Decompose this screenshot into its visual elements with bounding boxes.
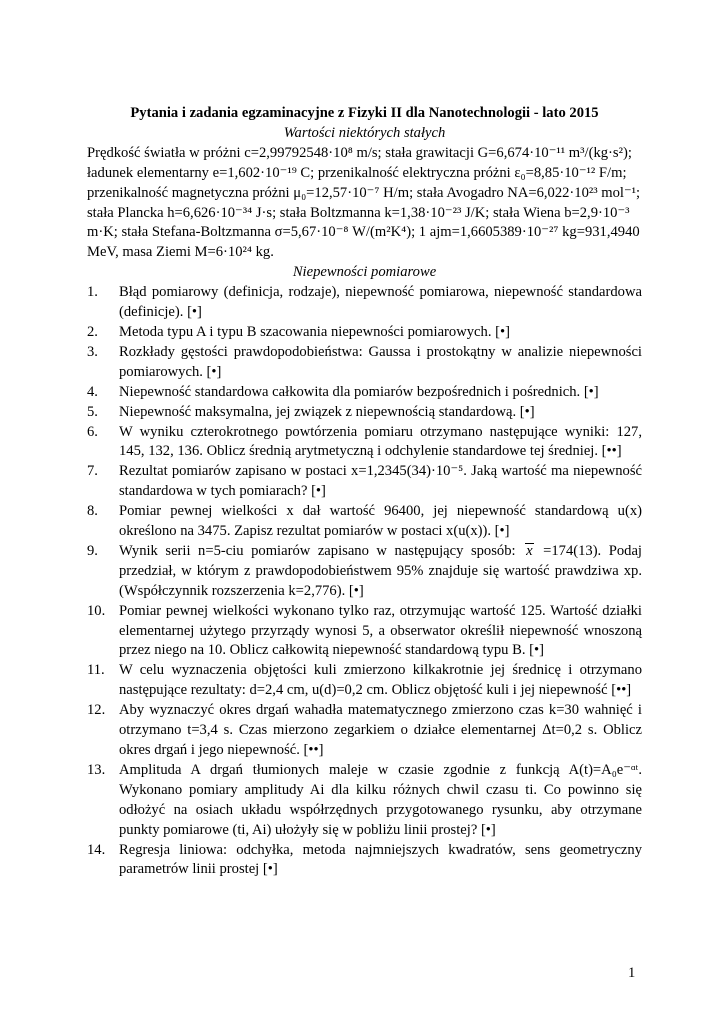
question-text: Niepewność maksymalna, jej związek z niepewnością standardową. [•]	[119, 403, 535, 420]
question-text: Niepewność standardowa całkowita dla pomiarów bezpośrednich i pośrednich. [•]	[119, 383, 599, 400]
constants-line: MeV, masa Ziemi M=6·10²⁴ kg.	[87, 244, 274, 261]
question-text-part: =174(13). Podaj przedział, w którym z prawdopodobieństwem 95% znajduje się wartość prawdziwa xp. (Współczynnik rozszerzenia k=2,776). [•]	[119, 542, 642, 599]
constants-block	[87, 144, 642, 263]
question-number: 9.	[87, 542, 98, 559]
question-number: 12.	[87, 702, 106, 719]
question-text: Amplituda A drgań tłumionych maleje w czasie zgodnie z funkcją A(t)=A₀e⁻ᵅᵗ. Wykonano pomiary amplitudy Ai dla kilku różnych chwil czasu ti. Co powinno się odłożyć na osiach układu współrzędnych przygotowanego rysunku, aby otrzymane punkty pomiarowe (ti, Ai) ułożyły się w pobliżu linii prostej? [•]	[119, 761, 642, 838]
question-number: 7.	[87, 463, 98, 480]
question-number: 3.	[87, 343, 98, 360]
question-item	[87, 423, 642, 463]
question-item	[87, 323, 642, 343]
question-number: 11.	[87, 662, 105, 679]
mean-x-symbol: x	[523, 542, 535, 562]
question-item	[87, 403, 642, 423]
constants-line: Prędkość światła w próżni c=2,99792548·10⁸ m/s; stała grawitacji G=6,674·10⁻¹¹ m³/(kg·s²);	[87, 144, 632, 161]
constants-line: ładunek elementarny e=1,602·10⁻¹⁹ C; przenikalność elektryczna próżni ε₀=8,85·10⁻¹² F/m;	[87, 164, 627, 181]
document-title: Pytania i zadania egzaminacyjne z Fizyki II dla Nanotechnologii - lato 2015	[130, 105, 599, 121]
question-text: Błąd pomiarowy (definicja, rodzaje), niepewność pomiarowa, niepewność standardowa (definicje). [•]	[119, 284, 642, 321]
question-number: 14.	[87, 841, 106, 858]
question-text: Rezultat pomiarów zapisano w postaci x=1,2345(34)·10⁻⁵. Jaką wartość ma niepewność standardowa w tych pomiarach? [•]	[119, 463, 642, 500]
document-page	[87, 104, 642, 880]
question-number: 13.	[87, 761, 106, 778]
question-number: 1.	[87, 284, 98, 301]
question-text: Rozkłady gęstości prawdopodobieństwa: Gaussa i prostokątny w analizie niepewności pomiarowych. [•]	[119, 343, 642, 380]
constants-line: m·K; stała Stefana-Boltzmanna σ=5,67·10⁻⁸ W/(m²K⁴); 1 ajm=1,6605389·10⁻²⁷ kg=931,4940	[87, 224, 640, 241]
constants-line: stała Plancka h=6,626·10⁻³⁴ J·s; stała Boltzmanna k=1,38·10⁻²³ J/K; stała Wiena b=2,9·10⁻³	[87, 204, 630, 221]
question-item	[87, 283, 642, 323]
question-item	[87, 841, 642, 881]
question-number: 2.	[87, 323, 98, 340]
question-text: Pomiar pewnej wielkości x dał wartość 96400, jej niepewność standardową u(x) określono na 3475. Zapisz rezultat pomiarów w postaci x(u(x)). [•]	[119, 503, 642, 540]
question-text: Pomiar pewnej wielkości wykonano tylko raz, otrzymując wartość 125. Wartość działki elementarnej użytego przyrządy wynosi 5, a obserwator określił niepewność wnoszoną przez niego na 10. Oblicz całkowitą niepewność standardową typu B. [•]	[119, 602, 642, 659]
question-text: Metoda typu A i typu B szacowania niepewności pomiarowych. [•]	[119, 323, 510, 340]
section-heading: Niepewności pomiarowe	[292, 264, 437, 281]
question-item	[87, 383, 642, 403]
constants-line: przenikalność magnetyczna próżni μ₀=12,57·10⁻⁷ H/m; stała Avogadro NA=6,022·10²³ mol⁻¹;	[87, 184, 641, 201]
question-number: 4.	[87, 383, 98, 400]
constants-heading: Wartości niektórych stałych	[283, 124, 446, 141]
question-item	[87, 502, 642, 542]
question-item	[87, 661, 642, 701]
question-text: Regresja liniowa: odchyłka, metoda najmniejszych kwadratów, sens geometryczny parametrów linii prostej [•]	[119, 841, 642, 878]
question-item	[87, 602, 642, 662]
question-text: Aby wyznaczyć okres drgań wahadła matematycznego zmierzono czas k=30 wahnięć i otrzymano t=3,4 s. Czas mierzono zegarkiem o działce elementarnej Δt=0,2 s. Oblicz okres drgań i jego niepewność. [••]	[119, 702, 642, 758]
question-item	[87, 343, 642, 383]
question-item	[87, 462, 642, 502]
question-item	[87, 701, 642, 761]
question-number: 5.	[87, 403, 98, 420]
question-number: 10.	[87, 602, 106, 619]
question-text-part: Wynik serii n=5-ciu pomiarów zapisano w następujący sposób:	[119, 542, 524, 559]
page-number: 1	[628, 965, 636, 981]
question-text: W celu wyznaczenia objętości kuli zmierzono kilkakrotnie jej średnicę i otrzymano następujące rezultaty: d=2,4 cm, u(d)=0,2 cm. Oblicz objętość kuli i jej niepewność [••]	[119, 662, 642, 699]
question-item	[87, 761, 642, 841]
question-item	[87, 542, 642, 602]
question-number: 8.	[87, 503, 98, 520]
question-list	[87, 283, 642, 880]
question-text: W wyniku czterokrotnego powtórzenia pomiaru otrzymano następujące wyniki: 127, 145, 132, 136. Oblicz średnią arytmetyczną i odchylenie standardowe tej średniej. [••]	[119, 423, 642, 460]
question-number: 6.	[87, 423, 98, 440]
